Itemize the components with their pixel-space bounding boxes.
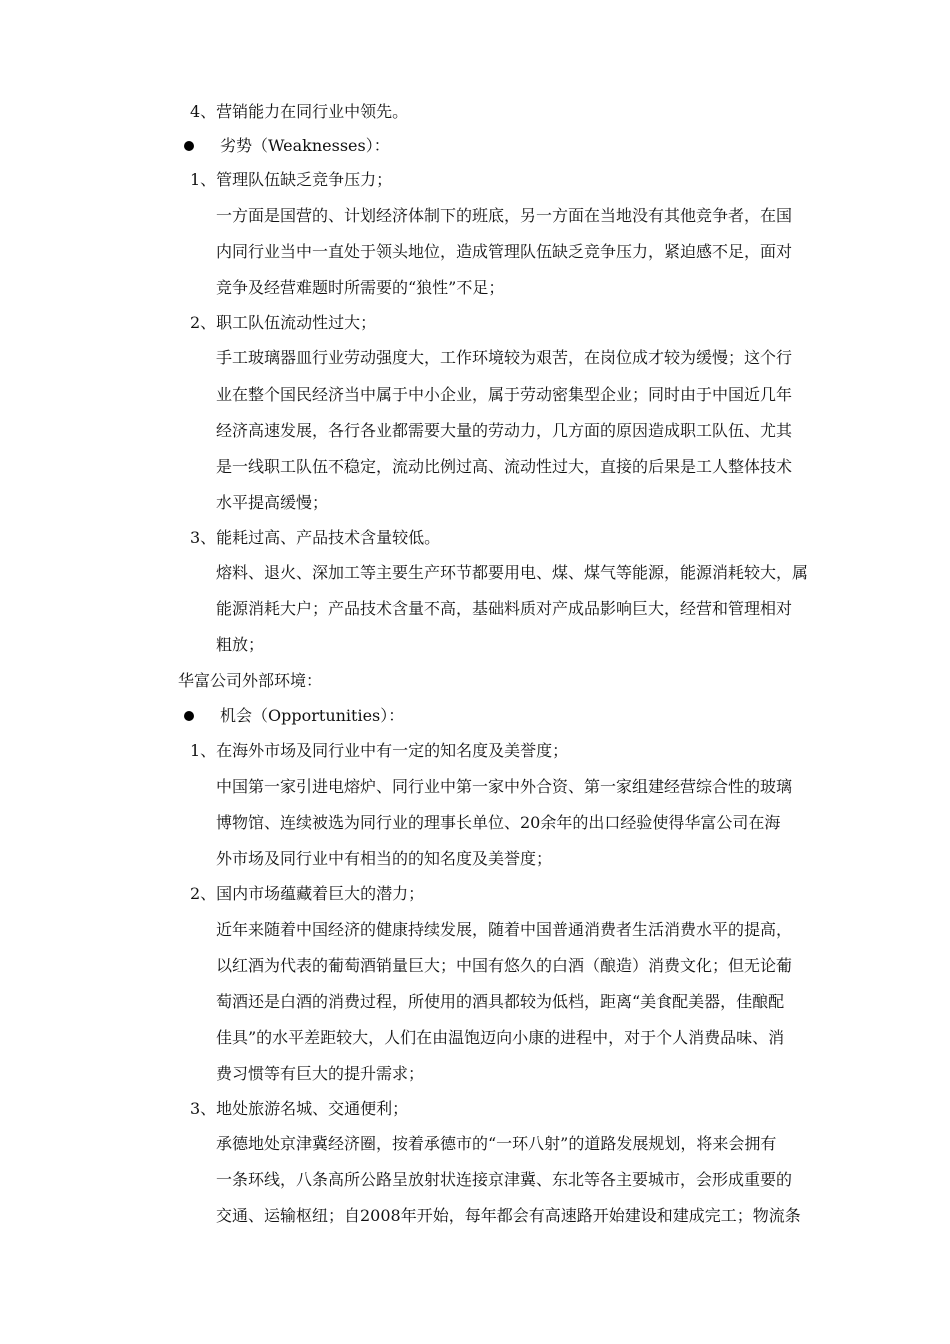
paragraph-line: 佳具”的水平差距较大，人们在由温饱迈向小康的进程中，对于个人消费品味、消	[216, 1028, 785, 1047]
paragraph-line: 竞争及经营难题时所需要的“狼性”不足；	[216, 278, 505, 297]
paragraph-line: 交通、运输枢纽；自2008年开始，每年都会有高速路开始建设和建成完工；物流条	[216, 1206, 801, 1225]
paragraph-line: 外市场及同行业中有相当的的知名度及美誉度；	[216, 849, 553, 868]
paragraph-line: 费习惯等有巨大的提升需求；	[216, 1064, 425, 1083]
paragraph-line: 能源消耗大户；产品技术含量不高，基础料质对产成品影响巨大，经营和管理相对	[216, 599, 793, 618]
paragraph-line: 一条环线，八条高所公路呈放射状连接京津冀、东北等各主要城市，会形成重要的	[216, 1170, 793, 1189]
section-heading: 劣势（Weaknesses）：	[220, 136, 390, 155]
paragraph-line: 手工玻璃器皿行业劳动强度大，工作环境较为艰苦，在岗位成才较为缓慢；这个行	[216, 348, 793, 367]
paragraph-line: 熔料、退火、深加工等主要生产环节都要用电、煤、煤气等能源，能源消耗较大，属	[216, 563, 809, 582]
text-line: 4、营销能力在同行业中领先。	[190, 102, 409, 121]
paragraph-line: 内同行业当中一直处于领头地位，造成管理队伍缺乏竞争压力，紧迫感不足，面对	[216, 242, 793, 261]
paragraph-line: 以红酒为代表的葡萄酒销量巨大；中国有悠久的白酒（酿造）消费文化；但无论葡	[216, 956, 793, 975]
paragraph-line: 业在整个国民经济当中属于中小企业，属于劳动密集型企业；同时由于中国近几年	[216, 385, 793, 404]
paragraph-line: 承德地处京津冀经济圈，按着承德市的“一环八射”的道路发展规划，将来会拥有	[216, 1134, 777, 1153]
list-item-heading: 1、在海外市场及同行业中有一定的知名度及美誉度；	[190, 741, 569, 760]
paragraph-line: 博物馆、连续被选为同行业的理事长单位、20余年的出口经验使得华富公司在海	[216, 813, 781, 832]
section-title: 华富公司外部环境：	[178, 671, 323, 690]
list-item-heading: 2、职工队伍流动性过大；	[190, 313, 377, 332]
paragraph-line: 一方面是国营的、计划经济体制下的班底，另一方面在当地没有其他竞争者，在国	[216, 206, 793, 225]
paragraph-line: 萄酒还是白酒的消费过程，所使用的酒具都较为低档，距离“美食配美器，佳酿配	[216, 992, 785, 1011]
paragraph-line: 水平提高缓慢；	[216, 493, 329, 512]
paragraph-line: 近年来随着中国经济的健康持续发展，随着中国普通消费者生活消费水平的提高，	[216, 920, 793, 939]
list-item-heading: 3、能耗过高、产品技术含量较低。	[190, 528, 441, 547]
list-item-heading: 1、管理队伍缺乏竞争压力；	[190, 170, 393, 189]
list-item-heading: 2、国内市场蕴藏着巨大的潜力；	[190, 884, 425, 903]
paragraph-line: 中国第一家引进电熔炉、同行业中第一家中外合资、第一家组建经营综合性的玻璃	[216, 777, 793, 796]
list-item-heading: 3、地处旅游名城、交通便利；	[190, 1099, 409, 1118]
bullet-icon	[184, 141, 194, 151]
bullet-icon	[184, 711, 194, 721]
section-heading: 机会（Opportunities）：	[220, 706, 405, 725]
paragraph-line: 是一线职工队伍不稳定，流动比例过高、流动性过大，直接的后果是工人整体技术	[216, 457, 793, 476]
paragraph-line: 经济高速发展，各行各业都需要大量的劳动力，几方面的原因造成职工队伍、尤其	[216, 421, 793, 440]
paragraph-line: 粗放；	[216, 635, 265, 654]
